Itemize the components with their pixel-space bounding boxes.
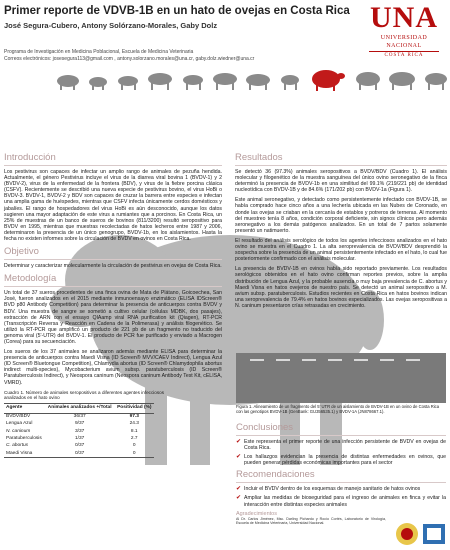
authors: José Segura-Cubero, Antony Solórzano-Morales, Gaby Dolz	[4, 21, 218, 30]
table-header-cell: Animales analizados +/Total	[45, 404, 115, 413]
list-item	[236, 495, 446, 507]
alignment-figure	[236, 353, 446, 403]
lab-logo-icon	[423, 524, 445, 544]
bullet-check-icon: ✔	[236, 454, 242, 461]
results-heading: Resultados	[235, 152, 283, 163]
methods-text-2: Los sueros de los 37 animales se analizaron además mediante ELISA para determinar la presencia de anticuerpos contra Maedi Visna (ID Screen® MVV/CAEV Indirect), Lengua Azul (ID Screen® Bluetongue Competition), Chlamydia abortus (ID Screen® Chlamydophila abortus indirect multi-species), Mycobacterium avium subsp. paratuberculosis (ID Screen® Paratuberculosis Indirect), y Neospora caninum (Neospora caninum Antibody Test Kit, cELISA, VMRD).	[4, 349, 222, 386]
partner-logos	[393, 520, 448, 548]
table-cell: 2.7	[130, 435, 138, 441]
table-cell: 1/37	[75, 435, 85, 441]
logo-mark: UNA	[370, 1, 438, 34]
table-cell: C. abortus	[6, 443, 29, 449]
bullet-check-icon: ✔	[236, 495, 242, 502]
table-cell: 0	[132, 443, 136, 449]
figure-caption: Figura 1. Alineamiento de un fragmento del 5' UTR de un aislamiento de BVDV-1B en un ovino de Costa Rica con las genotipos BVDV-1B (GenBank: GU356535.1) y BVDV-1A (JN878667.1).	[236, 404, 440, 414]
conclusions-block	[236, 420, 446, 525]
table-cell: 97.3	[129, 414, 139, 420]
logo-line-2: NACIONAL	[386, 43, 422, 49]
table-cell: 3/37	[75, 428, 85, 434]
right-column	[235, 150, 447, 313]
logo-rule	[369, 51, 439, 52]
figure-band	[302, 359, 316, 361]
table-cell: Paratuberculosis	[6, 435, 42, 441]
table-cell: 24.3	[129, 421, 139, 427]
logo-line-3: COSTA RICA	[384, 53, 424, 58]
table-cell: N. caninum	[6, 428, 31, 434]
divider	[4, 259, 222, 260]
list-item	[236, 454, 446, 466]
table-cell: Maedi Visna	[4, 450, 45, 458]
logo-line-1: UNIVERSIDAD	[380, 35, 428, 41]
divider	[236, 482, 446, 483]
objective-heading: Objetivo	[4, 246, 39, 258]
divider	[4, 165, 222, 166]
animal-silhouettes	[50, 66, 450, 92]
vet-school-logo-icon	[396, 523, 418, 545]
results-text-3: El resultado del análisis serológico de todos los agentes infecciosos analizados en el hato ovino se muestra en el Cuadro 1. La alta seroprevalencia de BVDV/BDV desprendió la sospecha sobre la presencia de un animal persistentemente infectado en el hato, lo cual fue posteriormente confirmado con el análisis molecular.	[235, 237, 447, 263]
methods-heading: Metodología	[4, 273, 57, 285]
table-cell: 0	[115, 450, 154, 458]
list-item	[236, 486, 446, 492]
table-cell: BVDV/BDV	[6, 414, 31, 420]
figure-band	[250, 359, 264, 361]
acknowledgements-heading: Agradecimientos	[236, 510, 277, 517]
table-cell: 9/37	[75, 421, 85, 427]
table-row	[4, 421, 154, 428]
results-text-4: La presencia de BVDV-1B en ovinos había sido reportado previamente. Los resultados serológicos obtenidos en el hato ovino confirman reportes previos, sobre la amplia distribución de Lengua Azul, y la probable ausencia o muy baja prevalencia de C. abortus y Maedi Visna en hatos ovejeros de nuestro país. Se detectó un animal seropositivo a M. avium subsp. paratuberculosis. Estudios recientes en Costa Rica en hatos bovinos indican una seroprevalencia de 79.4% en hatos bovinos especializados. Las ovejas seropositivas a N. caninum presentaron crías retrasadas en crecimiento.	[235, 266, 447, 309]
program-line: Programa de Investigación en Medicina Poblacional, Escuela de Medicina Veterinaria	[4, 49, 194, 55]
bullet-check-icon: ✔	[236, 486, 242, 493]
objective-text: Determinar y caracterizar molecularmente la circulación de pestivirus en ovejas de Costa Rica.	[4, 263, 222, 270]
table-caption: Cuadro 1. Número de animales seropositivos a diferentes agentes infecciosos analizados en el hato ovino	[4, 389, 164, 401]
table-row	[4, 443, 154, 450]
red-sheep-icon	[312, 70, 345, 91]
table-cell: 0/37	[45, 450, 115, 458]
divider	[235, 165, 447, 166]
intro-text: Los pestivirus son capaces de infectar un amplio rango de animales de pezuña hendida. Actualmente, el género Pestivirus incluye el virus de la diarrea viral bovina 1 (BVDV-1) y 2 (BVDV-2), virus de la enfermedad de la frontera (BDV), y virus de la fiebre porcina clásica (CSFV). Recientemente se describió una nueva especie de pestivirus bovino, el virus HoBi o BVDV-3. BVDV-1, BVDV-2 y BDV son capaces de cruzar la barrera entre especies e infectan una amplia gama de huéspedes, mientras que CSFV infecta únicamente cerdos domésticos y jabalíes. El rango de hospedadores del virus HoBi es aún desconocido, aunque los datos sugieren una mayor adaptación de este virus a rumiantes que a porcinos. En Costa Rica, un 25% de muestras de un banco de sueros de bovinos (811/3200) resultó seropositivo para BVDV en 1995, mientras que muestras recolectadas de hatos lecheros entre 1987 y 2006, determinaron la presencia de un único genogrupo, BVDV-1b, en los aislamientos. Hasta la fecha no existen informes sobre la circulación de BVDV en ovinos en Costa Rica.	[4, 169, 222, 243]
figure-band	[354, 359, 368, 361]
table-cell: Lengua Azul	[6, 421, 33, 427]
emails-line: Correos electrónicos: josesegura113@gmail.com , antony.solorzano.morales@una.cr, gaby.dolz.wiedner@una.cr	[4, 56, 255, 62]
table-row	[4, 435, 154, 442]
table-cell: 8.1	[130, 428, 138, 434]
recommendation-2: Ampliar las medidas de bioseguridad para el ingreso de animales en finca y evitar la interacción entre distintas especies animales	[244, 495, 446, 508]
divider	[4, 286, 222, 287]
recommendation-1: Incluir el BVDV dentro de los esquemas de manejo sanitario de hatos ovinos	[244, 486, 421, 493]
table-row	[4, 450, 154, 458]
table-header-cell: Agente	[4, 404, 45, 413]
conclusion-1: Este representa el primer reporte de una infección persistente de BVDV en ovejas de Costa Rica.	[244, 439, 446, 452]
acknowledgements-text: Al Dr. Carlos Jiménez, Msc. Darling Pichardo y Rocío Cortés, Laboratorio de Virología, Escuela de Medicina Veterinaria, Universidad Nacional.	[236, 516, 386, 526]
table-header-cell: Positividad (%)	[115, 404, 154, 413]
bullet-check-icon: ✔	[236, 439, 242, 445]
results-text-2: Este animal seronegativo, y detectado como persistentemente infectado con BVDV-1B, se había comprado hace cinco años a una lechería ubicada en las Nubes de Coronado, en donde las ovejas se criaban en la cercanía de establos y potreros de terneras. Al momento del muestreo tenía 8 años, condición corporal deficiente, sin signos clínicos pero además seronegativo a los demás patógenos analizados. En un total de 7 partos solamente presentó un natimuerto.	[235, 197, 447, 234]
figure-band	[406, 359, 420, 361]
figure-band	[276, 359, 290, 361]
figure-band	[328, 359, 342, 361]
list-item	[236, 439, 446, 451]
recommendations-heading: Recomendaciones	[236, 469, 315, 481]
table-row	[4, 413, 154, 421]
intro-heading: Introducción	[4, 152, 56, 163]
university-logo	[360, 2, 448, 66]
table-row	[4, 428, 154, 435]
page-title: Primer reporte de VDVB-1B en un hato de ovejas en Costa Rica	[4, 5, 350, 17]
results-table	[4, 403, 154, 458]
figure-band	[380, 359, 394, 361]
left-column	[4, 150, 222, 458]
methods-text-1: Un total de 37 sueros procedentes de una finca ovina de Mata de Plátano, Goicoechea, San José, fueron analizados en el 2015 mediante inmunoensayo enzimático (ELISA IDScreen® BVD p80 Antibody Competition) para determinar la presencia de anticuerpos contra BVDV y BDV. Una muestra de sangre se sometió a cultivo celular (células MDBK, dos pasajes), extracción de ARN con el ensayo QIAamp viral RNA purification kit (Qiagen), RT-PCR (Transcripción Reversa y Reacción en Cadena de la Polimerasa) y análisis filogenético. Se utilizó la RT-PCR que amplificó un producto de 221 pb de un fragmento no traducido del genoma viral (5'-UTR) del BVDV-1. El producto de PCR fue purificado y enviado a Macrogen (Corea) para su secuenciación.	[4, 290, 222, 345]
conclusion-2: Los hallazgos evidencian la presencia de distintas enfermedades en ovinos, que pueden generar pérdidas económicas importantes para el sector	[244, 454, 446, 467]
table-cell: 36/37	[73, 414, 86, 420]
results-text-1: Se detectó 36 (97.3%) animales seropositivos a BVDV/BDV (Cuadro 1). El análisis molecular y filogenético de la muestra sanguínea del único ovino seronegativo de la finca determinó la presencia de BVDV-1b en una similitud del 99.1% (219/221 pb) de identidad nucleotídica con BVDV-1B y de 84.6% (171/202 pb) con BVDV-1a (Figura 1).	[235, 169, 447, 194]
divider	[236, 435, 446, 436]
conclusions-heading: Conclusiones	[236, 422, 294, 433]
pig-icon	[89, 77, 107, 87]
table-header-row	[4, 404, 154, 413]
table-cell: 0/37	[75, 443, 85, 449]
